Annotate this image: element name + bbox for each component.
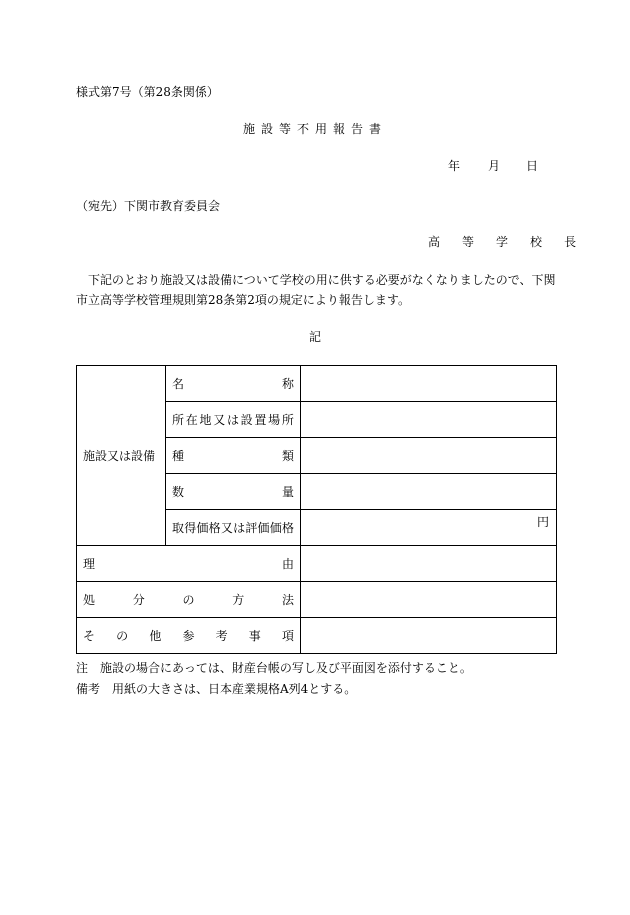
- other-notes-label: [77, 618, 301, 654]
- label-char: 種: [172, 449, 185, 463]
- name-value-field[interactable]: [301, 366, 557, 402]
- label-char: 取: [172, 521, 185, 535]
- label-char: の: [182, 593, 195, 607]
- sender-char: 等: [462, 235, 475, 249]
- label-char: 量: [281, 485, 294, 499]
- price-label: [166, 510, 301, 546]
- sender: [428, 234, 576, 250]
- type-label: [166, 438, 301, 474]
- label-char: 格: [208, 521, 221, 535]
- location-value-field[interactable]: [301, 402, 557, 438]
- disposal-method-label: [77, 582, 301, 618]
- disposal-method-value-field[interactable]: [301, 582, 557, 618]
- footnote: 注 施設の場合にあっては、財産台帳の写し及び平面図を添付すること。: [76, 661, 472, 675]
- quantity-value-field[interactable]: [301, 474, 557, 510]
- sender-char: 校: [530, 235, 543, 249]
- label-char: 法: [281, 593, 294, 607]
- reason-label: [77, 546, 301, 582]
- date-year: 年: [448, 159, 461, 173]
- label-char: 数: [172, 485, 185, 499]
- label-char: 理: [83, 557, 96, 571]
- label-char: 事: [248, 629, 261, 643]
- other-notes-value-field[interactable]: [301, 618, 557, 654]
- label-char: の: [116, 629, 129, 643]
- name-label: [166, 366, 301, 402]
- label-char: 又: [220, 521, 233, 535]
- body-line-2: 市立高等学校管理規則第28条第2項の規定により報告します。: [76, 293, 410, 307]
- reason-value-field[interactable]: [301, 546, 557, 582]
- location-label: [166, 402, 301, 438]
- date-day: 日: [526, 159, 539, 173]
- label-char: そ: [83, 629, 96, 643]
- label-char: 項: [281, 629, 294, 643]
- group-label: 施設又は設備: [77, 366, 166, 546]
- label-char: 評: [245, 521, 258, 535]
- table-row: [77, 618, 557, 654]
- label-char: 分: [132, 593, 145, 607]
- label-char: 在: [185, 413, 198, 427]
- label-char: 価: [196, 521, 209, 535]
- table-row: [77, 546, 557, 582]
- body-line-1: 下記のとおり施設又は設備について学校の用に供する必要がなくなりましたので、下関: [88, 273, 556, 287]
- label-char: 又: [213, 413, 226, 427]
- label-char: 類: [281, 449, 294, 463]
- label-char: は: [226, 413, 239, 427]
- ki-heading: 記: [308, 330, 321, 344]
- label-char: 格: [281, 521, 294, 535]
- body-text: [76, 270, 556, 310]
- label-char: 参: [182, 629, 195, 643]
- label-char: 価: [257, 521, 270, 535]
- label-char: 名: [172, 377, 185, 391]
- label-char: 称: [281, 377, 294, 391]
- label-char: 場: [268, 413, 281, 427]
- label-char: 設: [240, 413, 253, 427]
- price-value-field[interactable]: [301, 510, 557, 546]
- table-row: [77, 366, 557, 402]
- label-char: 処: [83, 593, 96, 607]
- table-row: [77, 582, 557, 618]
- label-char: 置: [254, 413, 267, 427]
- date-line: [448, 158, 538, 174]
- remark: 備考 用紙の大きさは、日本産業規格A列4とする。: [76, 682, 357, 696]
- recipient: （宛先）下関市教育委員会: [76, 199, 221, 213]
- form-number: 様式第7号（第28条関係）: [76, 85, 219, 99]
- label-char: 地: [199, 413, 212, 427]
- yen-unit: 円: [536, 515, 549, 529]
- quantity-label: [166, 474, 301, 510]
- label-char: 得: [184, 521, 197, 535]
- label-char: 所: [281, 413, 294, 427]
- label-char: 他: [149, 629, 162, 643]
- document-title: 施設等不用報告書: [242, 122, 387, 136]
- label-char: 価: [269, 521, 282, 535]
- sender-char: 学: [496, 235, 509, 249]
- label-char: 所: [172, 413, 185, 427]
- label-char: 考: [215, 629, 228, 643]
- sender-char: 高: [428, 235, 441, 249]
- label-char: は: [233, 521, 246, 535]
- label-char: 由: [281, 557, 294, 571]
- label-char: 方: [232, 593, 245, 607]
- type-value-field[interactable]: [301, 438, 557, 474]
- detail-table: [76, 365, 557, 654]
- sender-char: 長: [564, 235, 577, 249]
- date-month: 月: [488, 159, 501, 173]
